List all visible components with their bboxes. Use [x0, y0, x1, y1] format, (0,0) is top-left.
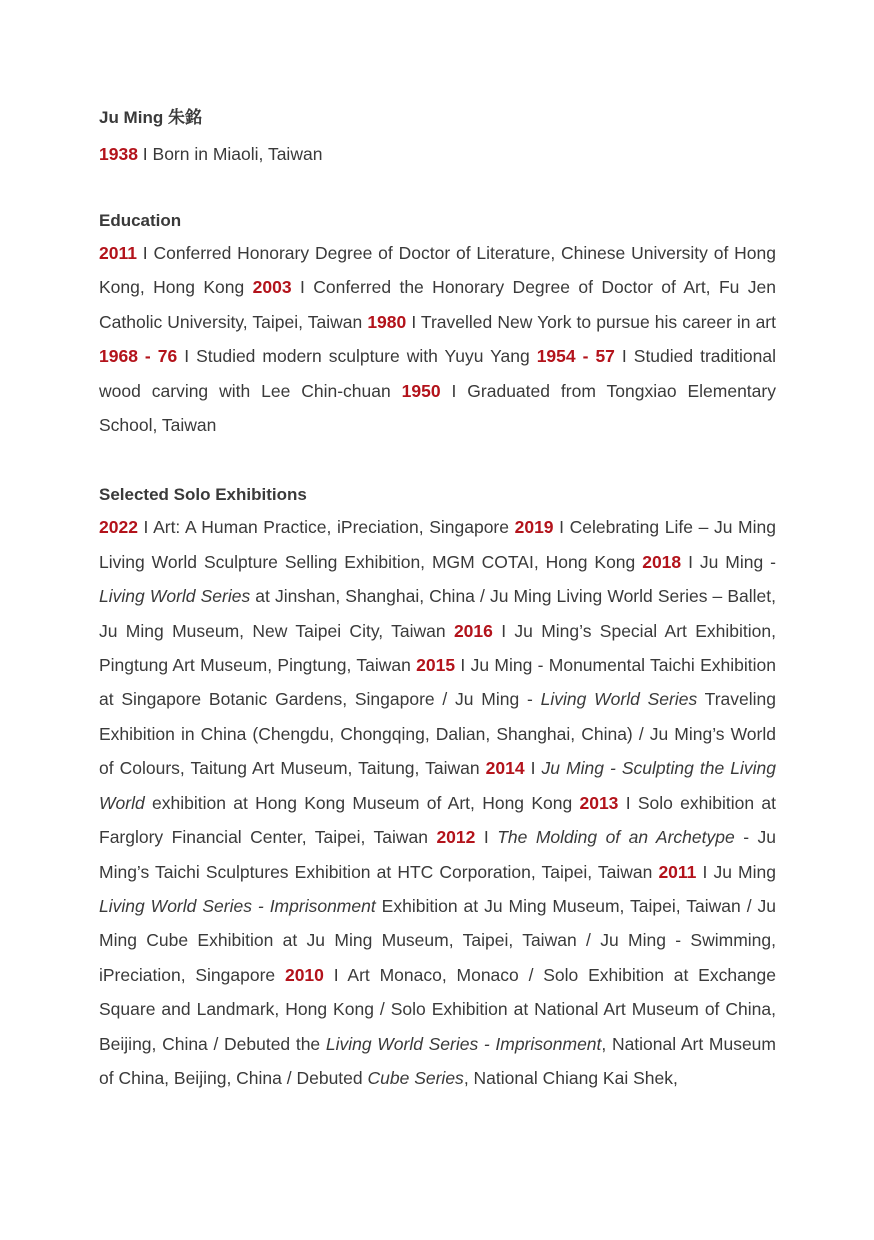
italic-title: Cube Series — [367, 1067, 464, 1088]
birth-text: I Born in Miaoli, Taiwan — [137, 144, 323, 164]
year-label: 2003 — [252, 277, 292, 298]
entry-text: - Ju Ming’s Taichi Sculptures Exhibition at HTC Corporation, Taipei, Taiwan — [99, 827, 776, 882]
entry-text: , National Chiang Kai Shek, — [463, 1067, 678, 1088]
entry-text: I — [475, 827, 498, 848]
education-paragraph — [99, 236, 776, 442]
solo-exhibitions-paragraph — [99, 510, 776, 1095]
entry-text: I Conferred Honorary Degree of Doctor of Literature, Chinese University of Hong Kong, Hong Kong — [99, 243, 776, 298]
artist-name: Ju Ming 朱銘 — [99, 108, 202, 127]
year-label: 2010 — [284, 964, 324, 985]
entry-text: I Ju Ming - — [681, 551, 776, 572]
entry-text: I Celebrating Life – Ju Ming Living World Sculpture Selling Exhibition, MGM COTAI, Hong Kong — [99, 517, 776, 572]
entry-text: Traveling Exhibition in China (Chengdu, Chongqing, Dalian, Shanghai, China) / Ju Ming’s World of Colours, Taitung Art Museum, Taitung, Taiwan — [99, 689, 777, 779]
year-label: 2011 — [658, 861, 697, 882]
year-label: 2012 — [436, 827, 476, 848]
entry-text: I Studied traditional wood carving with Lee Chin-chuan — [99, 346, 776, 401]
entry-text: Exhibition at Ju Ming Museum, Taipei, Taiwan / Ju Ming Cube Exhibition at Ju Ming Museum, Taipei, Taiwan / Ju Ming - Swimming, iPreciation, Singapore — [99, 895, 776, 985]
entry-text: I Ju Ming’s Special Art Exhibition, Pingtung Art Museum, Pingtung, Taiwan — [99, 620, 776, 676]
entry-text: , National Art Museum of China, Beijing, China / Debuted — [99, 1033, 776, 1088]
italic-title: Living World Series - Imprisonment — [99, 895, 376, 916]
italic-title: Living World Series — [540, 689, 698, 710]
italic-title: Living World Series — [99, 586, 251, 607]
entry-text: I Ju Ming - Monumental Taichi Exhibition at Singapore Botanic Gardens, Singapore / Ju Ming - — [99, 655, 776, 710]
year-label: 1938 — [99, 144, 138, 164]
year-label: 1980 — [367, 311, 407, 332]
solo-exhibitions-heading: Selected Solo Exhibitions — [99, 485, 307, 505]
education-heading: Education — [99, 211, 182, 230]
entry-text: I — [524, 758, 542, 779]
year-label: 2015 — [416, 655, 456, 676]
italic-title: Ju Ming - Sculpting the Living World — [99, 758, 777, 813]
entry-text: I Ju Ming — [696, 861, 776, 882]
entry-text: I Travelled New York to pursue his career in art — [406, 311, 776, 332]
year-label: 1968 - 76 — [99, 346, 178, 367]
year-label: 1950 — [401, 380, 441, 401]
year-label: 2022 — [99, 517, 138, 538]
year-label: 2013 — [579, 792, 619, 813]
year-label: 2011 — [99, 243, 137, 263]
year-label: 2016 — [453, 620, 493, 641]
year-label: 2014 — [485, 758, 525, 779]
entry-text: I Art: A Human Practice, iPreciation, Singapore — [137, 517, 515, 538]
entry-text: I Conferred the Honorary Degree of Doctor of Art, Fu Jen Catholic University, Taipei, Taiwan — [99, 277, 776, 332]
year-label: 1954 - 57 — [536, 346, 615, 367]
entry-text: I Graduated from Tongxiao Elementary School, Taiwan — [99, 380, 776, 436]
italic-title: Living World Series - Imprisonment — [325, 1033, 602, 1054]
cv-page — [99, 104, 776, 1095]
entry-text: I Art Monaco, Monaco / Solo Exhibition at Exchange Square and Landmark, Hong Kong / Solo Exhibition at National Art Museum of China, Beijing, China / Debuted the — [99, 964, 777, 1054]
entry-text: I Studied modern sculpture with Yuyu Yang — [177, 346, 537, 367]
italic-title: The Molding of an Archetype — [497, 827, 735, 848]
entry-text: I Solo exhibition at Farglory Financial Center, Taipei, Taiwan — [99, 792, 776, 848]
birth-line — [99, 137, 776, 171]
year-label: 2018 — [642, 551, 682, 572]
entry-text: at Jinshan, Shanghai, China / Ju Ming Living World Series – Ballet, Ju Ming Museum, New Taipei City, Taiwan — [99, 586, 776, 641]
year-label: 2019 — [514, 517, 554, 538]
entry-text: exhibition at Hong Kong Museum of Art, Hong Kong — [144, 792, 580, 813]
